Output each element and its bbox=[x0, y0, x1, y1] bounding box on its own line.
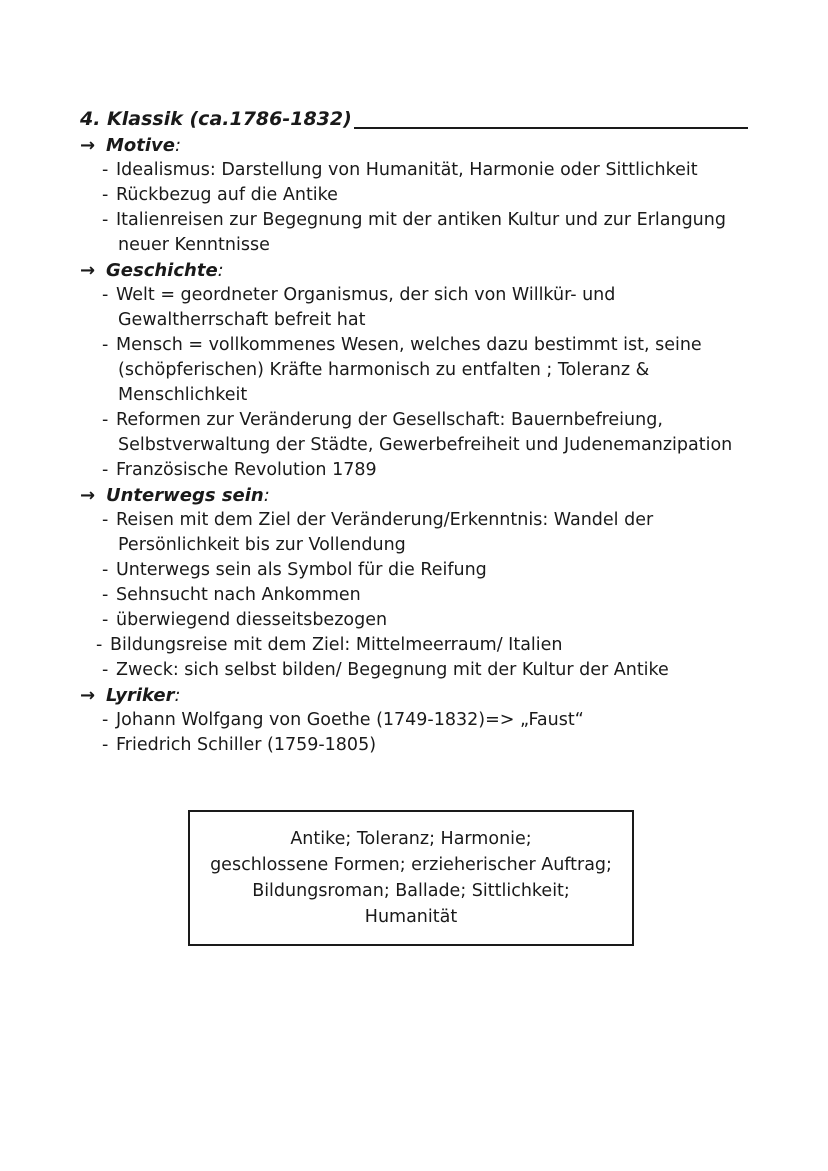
list-item-continuation: Menschlichkeit bbox=[118, 385, 248, 405]
section-heading-geschichte: → Geschichte: bbox=[80, 260, 224, 281]
list-item-text: Idealismus: Darstellung von Humanität, Harmonie oder Sittlichkeit bbox=[116, 160, 698, 180]
list-item: - Zweck: sich selbst bilden/ Begegnung mit der Kultur der Antike bbox=[102, 660, 669, 680]
arrow-right-icon: → bbox=[80, 485, 96, 506]
arrow-right-icon: → bbox=[80, 135, 96, 156]
list-item: - Reisen mit dem Ziel der Veränderung/Erkenntnis: Wandel der Persönlichkeit bis zur Vollendung bbox=[80, 508, 780, 558]
content bbox=[80, 133, 780, 758]
list-item-text: Sehnsucht nach Ankommen bbox=[116, 585, 361, 605]
list-item-text: Unterwegs sein als Symbol für die Reifung bbox=[116, 560, 487, 580]
title-row bbox=[80, 106, 748, 132]
list-item: - Französische Revolution 1789 bbox=[102, 460, 377, 480]
list-item-text: Reisen mit dem Ziel der Veränderung/Erkenntnis: Wandel der bbox=[116, 510, 654, 530]
list-item: - Reformen zur Veränderung der Gesellschaft: Bauernbefreiung, Selbstverwaltung der Städte, Gewerbefreiheit und Judenemanzipation bbox=[80, 408, 780, 458]
summary-line: Humanität bbox=[364, 907, 458, 927]
list-item: - überwiegend diesseitsbezogen bbox=[102, 610, 388, 630]
list-item: - Welt = geordneter Organismus, der sich von Willkür- und Gewaltherrschaft befreit hat bbox=[80, 283, 780, 333]
list-item: - Johann Wolfgang von Goethe (1749-1832)=> „Faust“ bbox=[102, 710, 584, 730]
summary-line: Bildungsroman; Ballade; Sittlichkeit; bbox=[252, 881, 570, 901]
list-item: - Unterwegs sein als Symbol für die Reifung bbox=[102, 560, 487, 580]
arrow-right-icon: → bbox=[80, 685, 96, 706]
list-item-continuation: Selbstverwaltung der Städte, Gewerbefreiheit und Judenemanzipation bbox=[118, 435, 733, 455]
list-item-text: Französische Revolution 1789 bbox=[116, 460, 377, 480]
list-item-text: überwiegend diesseitsbezogen bbox=[116, 610, 388, 630]
list-item: - Italienreisen zur Begegnung mit der antiken Kultur und zur Erlangung neuer Kenntnisse bbox=[80, 208, 780, 258]
list-item-text: Johann Wolfgang von Goethe (1749-1832)=> „Faust“ bbox=[116, 710, 584, 730]
summary-box bbox=[188, 810, 634, 946]
section-heading-unterwegs-sein: → Unterwegs sein: bbox=[80, 485, 270, 506]
list-item-text: Mensch = vollkommenes Wesen, welches dazu bestimmt ist, seine bbox=[116, 335, 702, 355]
list-item-continuation: (schöpferischen) Kräfte harmonisch zu entfalten ; Toleranz & bbox=[118, 360, 650, 380]
heading-label: Unterwegs sein bbox=[106, 485, 264, 506]
list-item-text: Rückbezug auf die Antike bbox=[116, 185, 338, 205]
list-item-text: Friedrich Schiller (1759-1805) bbox=[116, 735, 377, 755]
arrow-right-icon: → bbox=[80, 260, 96, 281]
summary-line: Antike; Toleranz; Harmonie; bbox=[290, 829, 532, 849]
section-heading-lyriker: → Lyriker: bbox=[80, 685, 181, 706]
list-item: - Rückbezug auf die Antike bbox=[102, 185, 338, 205]
list-item: - Friedrich Schiller (1759-1805) bbox=[102, 735, 377, 755]
list-item: - Sehnsucht nach Ankommen bbox=[102, 585, 361, 605]
list-item: - Bildungsreise mit dem Ziel: Mittelmeerraum/ Italien bbox=[96, 635, 563, 655]
section-heading-motive: → Motive: bbox=[80, 135, 182, 156]
list-item-text: Welt = geordneter Organismus, der sich von Willkür- und bbox=[116, 285, 616, 305]
summary-line: geschlossene Formen; erzieherischer Auftrag; bbox=[210, 855, 612, 875]
list-item: - Mensch = vollkommenes Wesen, welches dazu bestimmt ist, seine (schöpferischen) Kräfte harmonisch zu entfalten ; Toleranz & Menschlichkeit bbox=[80, 333, 780, 408]
list-item-continuation: Persönlichkeit bis zur Vollendung bbox=[118, 535, 406, 555]
heading-label: Geschichte bbox=[106, 260, 218, 281]
list-item-text: Zweck: sich selbst bilden/ Begegnung mit der Kultur der Antike bbox=[116, 660, 669, 680]
list-item-text: Italienreisen zur Begegnung mit der antiken Kultur und zur Erlangung bbox=[116, 210, 726, 230]
page-title: 4. Klassik (ca.1786-1832) bbox=[80, 108, 352, 130]
list-item-continuation: neuer Kenntnisse bbox=[118, 235, 270, 255]
list-item-continuation: Gewaltherrschaft befreit hat bbox=[118, 310, 366, 330]
list-item-text: Reformen zur Veränderung der Gesellschaft: Bauernbefreiung, bbox=[116, 410, 663, 430]
heading-label: Lyriker bbox=[106, 685, 175, 706]
list-item: - Idealismus: Darstellung von Humanität, Harmonie oder Sittlichkeit bbox=[102, 160, 698, 180]
heading-label: Motive bbox=[106, 135, 175, 156]
list-item-text: Bildungsreise mit dem Ziel: Mittelmeerraum/ Italien bbox=[110, 635, 563, 655]
